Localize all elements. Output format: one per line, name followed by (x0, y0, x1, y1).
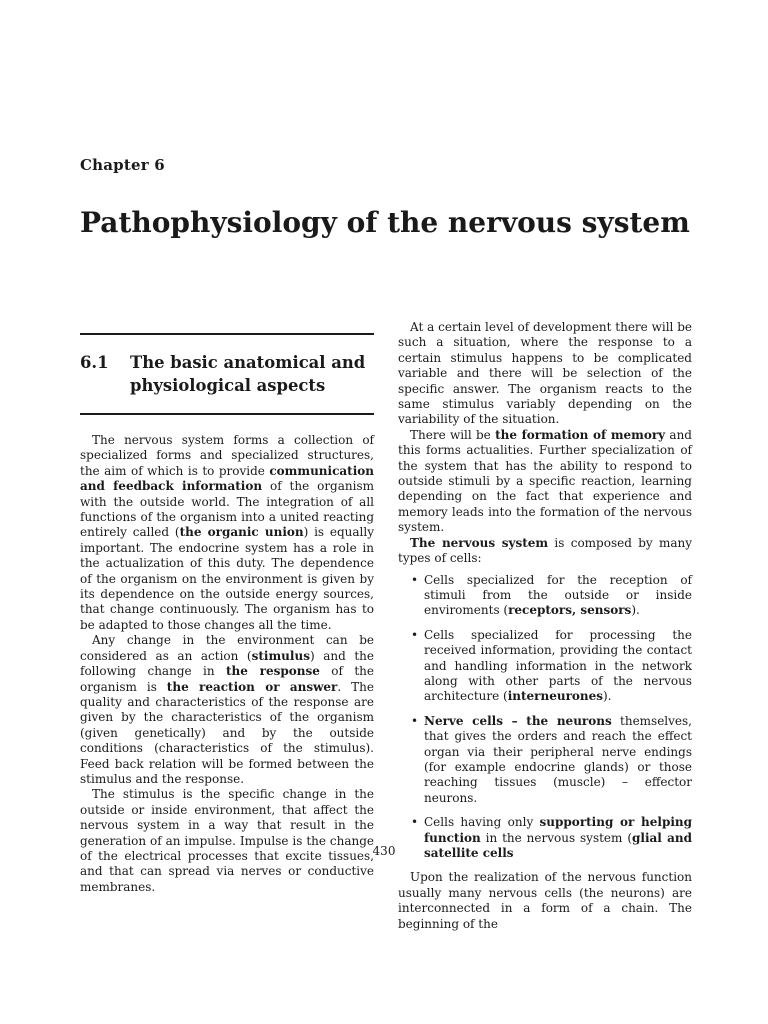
bold-term: Nerve cells – the neurons (424, 713, 612, 728)
page-number: 430 (372, 844, 396, 858)
paragraph: The stimulus is the specific change in the outside or inside environment, that affect the nervous system in a way that result in the generation of an impulse. Impulse is the change of the electrical processes that excite tissues, and that can spread via nerves or conductive membranes. (80, 787, 374, 894)
bold-term: supporting or helping function (424, 815, 693, 845)
paragraph: At a certain level of development there will be such a situation, where the response to a certain stimulus happens to be complicated variable and there will be selection of the specific answer. The organism reacts to the same stimulus variably depending on the variability of the situation. (398, 320, 692, 427)
bold-term: the organic union (179, 525, 304, 540)
bullet-icon: • (411, 572, 419, 587)
bullet-icon: • (411, 815, 419, 830)
bold-term: the formation of memory (495, 427, 666, 442)
bold-term: receptors, sensors (508, 603, 632, 618)
right-column (398, 320, 692, 932)
chapter-title: Pathophysiology of the nervous system (80, 206, 690, 239)
paragraph: The nervous system is composed by many types of cells: (398, 535, 692, 566)
bold-term: stimulus (251, 648, 310, 663)
paragraph: There will be the formation of memory and this forms actualities. Further specialization of the system that has the ability to respond to outside stimuli by a specific reaction, learning depending on the fact that experience and memory leads into the formation of the nervous system. (398, 427, 692, 535)
paragraph: Upon the realization of the nervous function usually many nervous cells (the neurons) are interconnected in a form of a chain. The beginning of the (398, 870, 692, 931)
bold-term: glial and satellite cells (424, 830, 692, 860)
section-top-rule (80, 333, 374, 335)
bullet-icon: • (411, 713, 419, 728)
section-number: 6.1 (80, 353, 109, 372)
bold-term: The nervous system (410, 535, 549, 550)
left-column (80, 333, 374, 895)
cell-types-list (398, 573, 692, 862)
section-bottom-rule (80, 413, 374, 415)
bullet-icon: • (411, 627, 419, 642)
list-item: • Cells specialized for the reception of stimuli from the outside or inside enviroments (receptors, sensors). (411, 572, 692, 618)
list-item: • Cells specialized for processing the received information, providing the contact and handling information in the network along with other parts of the nervous architecture (interneurones). (411, 627, 692, 704)
list-item: • Nerve cells – the neurons themselves, that gives the orders and reach the effect organ via their peripheral nerve endings (for example endocrine glands) or those reaching tissues (muscle) – effector neurons. (411, 713, 692, 805)
paragraph: Any change in the environment can be considered as an action (stimulus) and the following change in the response of the organism is the reaction or answer. The quality and characteristics of the response are given by the characteristics of the organism (given genetically) and by the outside conditions (characteristics of the stimulus). Feed back relation will be formed between the stimulus and the response. (80, 633, 374, 786)
section-title: The basic anatomical and physiological aspects (130, 353, 366, 395)
left-body (80, 433, 374, 895)
bold-term: the reaction or answer (166, 679, 338, 694)
section-heading (80, 351, 374, 397)
list-item: • Cells having only supporting or helping function in the nervous system (glial and satellite cells (411, 815, 693, 860)
chapter-label: Chapter 6 (80, 156, 165, 174)
bold-term: the response (225, 664, 320, 679)
bold-term: interneurones (507, 689, 604, 704)
paragraph: The nervous system forms a collection of specialized forms and specialized structures, the aim of which is to provide communication and feedback information of the organism with the outside world. The integration of all functions of the organism into a united reacting entirely called (the organic union) is equally important. The endocrine system has a role in the actualization of this duty. The dependence of the organism on the environment is given by its dependence on the outside energy sources, that change continuously. The organism has to be adapted to those changes all the time. (80, 433, 375, 632)
bold-term: communication and feedback information (80, 463, 374, 494)
